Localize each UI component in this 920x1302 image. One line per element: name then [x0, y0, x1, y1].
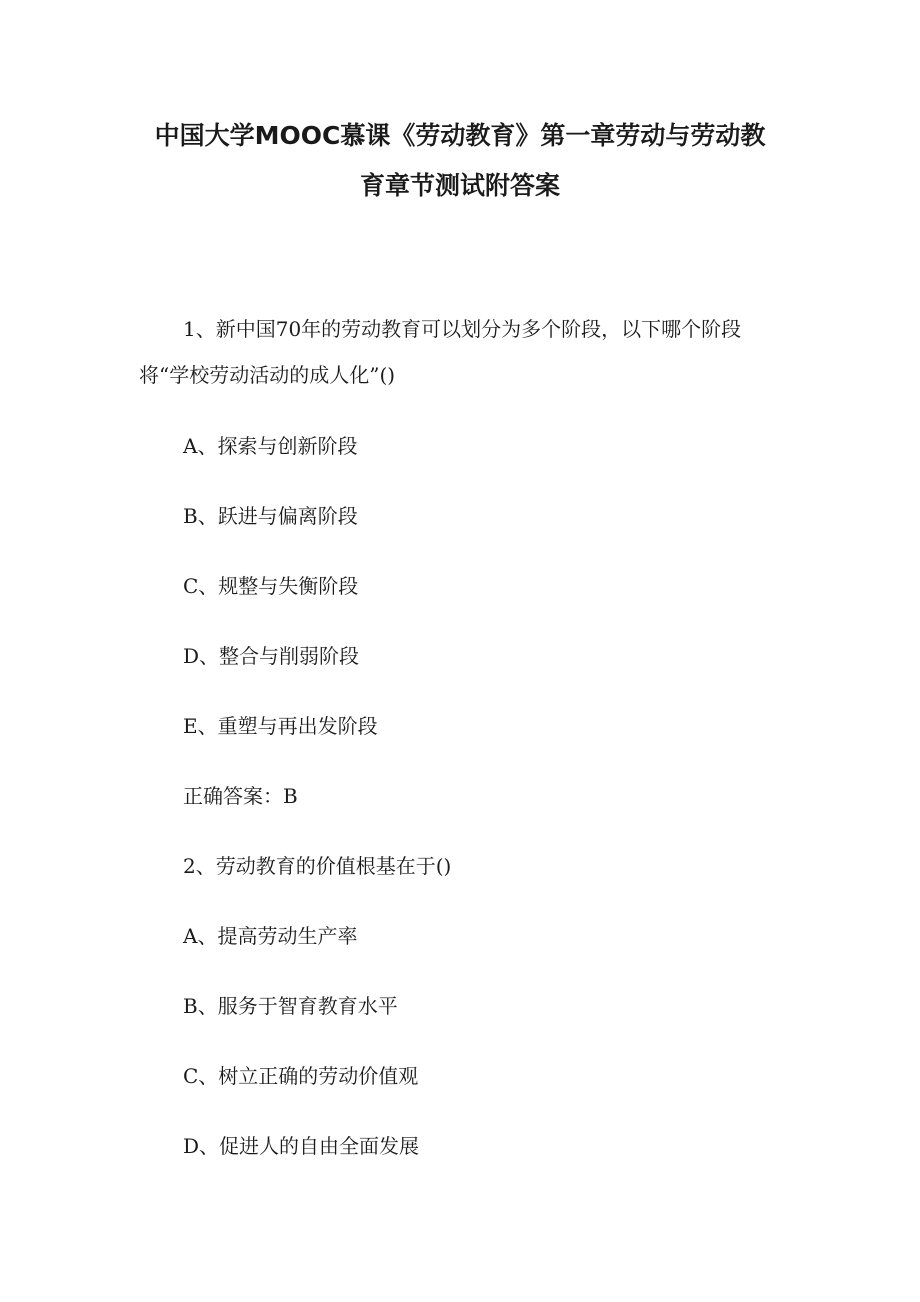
question-2-option-c: C、树立正确的劳动价值观: [183, 1064, 419, 1088]
question-2-option-d: D、促进人的自由全面发展: [183, 1134, 420, 1158]
question-2-option-b: B、服务于智育教育水平: [183, 994, 398, 1018]
question-1-option-a: A、探索与创新阶段: [183, 434, 358, 458]
question-1-stem-line-2: 将“学校劳动活动的成人化”(): [139, 363, 396, 387]
document-title: [100, 111, 820, 211]
question-2-option-a: A、提高劳动生产率: [183, 924, 358, 948]
question-1-stem-line-1: 1、新中国70年的劳动教育可以划分为多个阶段，以下哪个阶段: [183, 317, 742, 341]
title-line-1: 中国大学MOOC慕课《劳动教育》第一章劳动与劳动教: [154, 121, 766, 150]
question-1-option-d: D、整合与削弱阶段: [183, 644, 360, 668]
question-2-stem: 2、劳动教育的价值根基在于(): [183, 854, 452, 878]
question-1-option-e: E、重塑与再出发阶段: [183, 714, 378, 738]
question-1-option-b: B、跃进与偏离阶段: [183, 504, 358, 528]
question-1-option-c: C、规整与失衡阶段: [183, 574, 359, 598]
question-1-answer: 正确答案：B: [183, 784, 298, 808]
title-line-2: 育章节测试附答案: [359, 171, 560, 200]
